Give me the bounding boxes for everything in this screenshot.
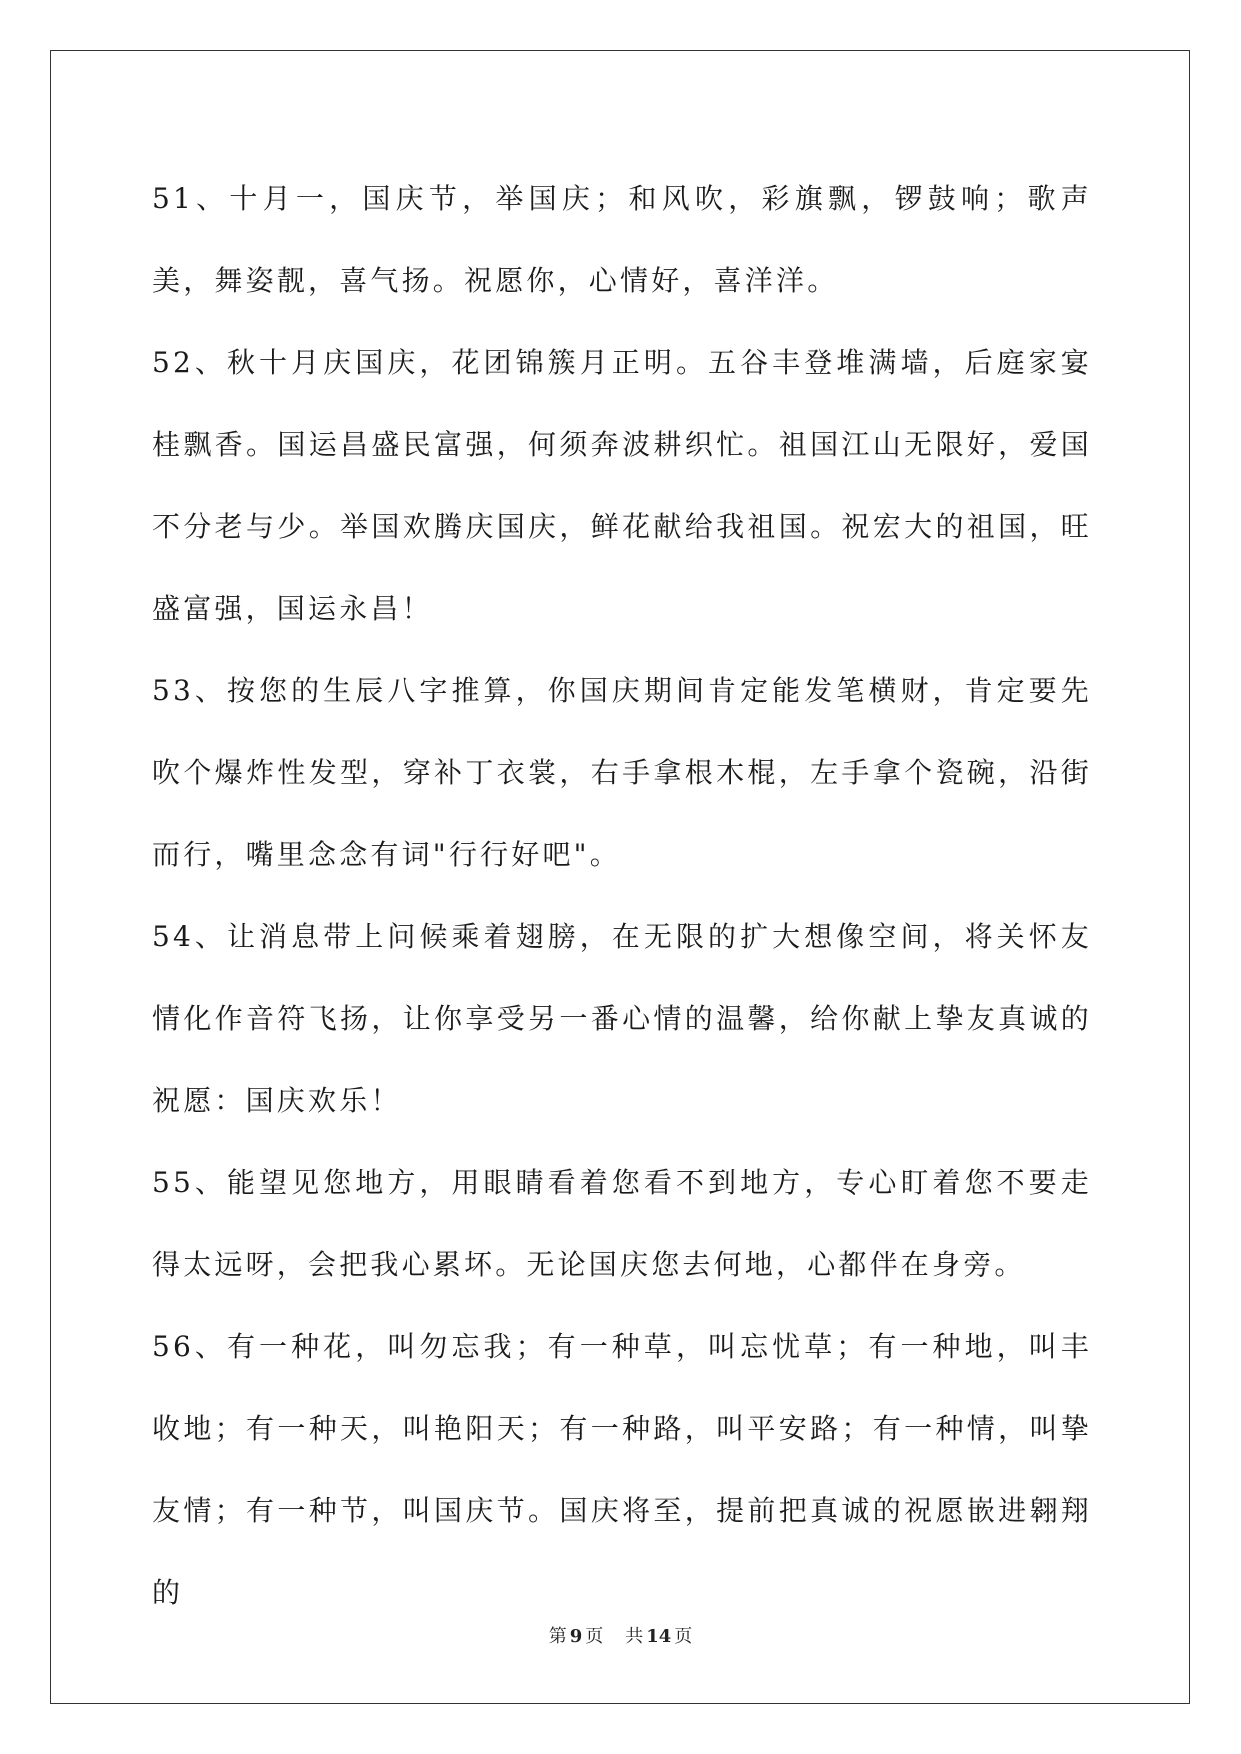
- footer-total-suffix: 页: [674, 1626, 693, 1647]
- paragraph-51: 51、十月一，国庆节，举国庆；和风吹，彩旗飘，锣鼓响；歌声美，舞姿靓，喜气扬。祝愿你，心情好，喜洋洋。: [152, 182, 1092, 297]
- paragraph-54: 54、让消息带上问候乘着翅膀，在无限的扩大想像空间，将关怀友情化作音符飞扬，让你享受另一番心情的温馨，给你献上挚友真诚的祝愿：国庆欢乐！: [152, 920, 1092, 1117]
- paragraph-52: 52、秋十月庆国庆，花团锦簇月正明。五谷丰登堆满墙，后庭家宴桂飘香。国运昌盛民富强，何须奔波耕织忙。祖国江山无限好，爱国不分老与少。举国欢腾庆国庆，鲜花献给我祖国。祝宏大的祖国，旺盛富强，国运永昌！: [152, 346, 1092, 625]
- footer-page-number: 9: [569, 1626, 583, 1647]
- footer-page-suffix: 页: [585, 1626, 604, 1647]
- paragraph-56: 56、有一种花，叫勿忘我；有一种草，叫忘忧草；有一种地，叫丰收地；有一种天，叫艳阳天；有一种路，叫平安路；有一种情，叫挚友情；有一种节，叫国庆节。国庆将至，提前把真诚的祝愿嵌进翱翔的: [152, 1330, 1092, 1609]
- footer-prefix: 第: [548, 1626, 567, 1647]
- paragraph-53: 53、按您的生辰八字推算，你国庆期间肯定能发笔横财，肯定要先吹个爆炸性发型，穿补丁衣裳，右手拿根木棍，左手拿个瓷碗，沿街而行，嘴里念念有词"行行好吧"。: [152, 674, 1092, 871]
- page-footer: [0, 1622, 1241, 1648]
- footer-total-pages: 14: [646, 1626, 672, 1647]
- footer-total-prefix: 共: [625, 1626, 644, 1647]
- paragraph-55: 55、能望见您地方，用眼睛看着您看不到地方，专心盯着您不要走得太远呀，会把我心累坏。无论国庆您去何地，心都伴在身旁。: [152, 1166, 1092, 1281]
- document-body: [152, 158, 1092, 1634]
